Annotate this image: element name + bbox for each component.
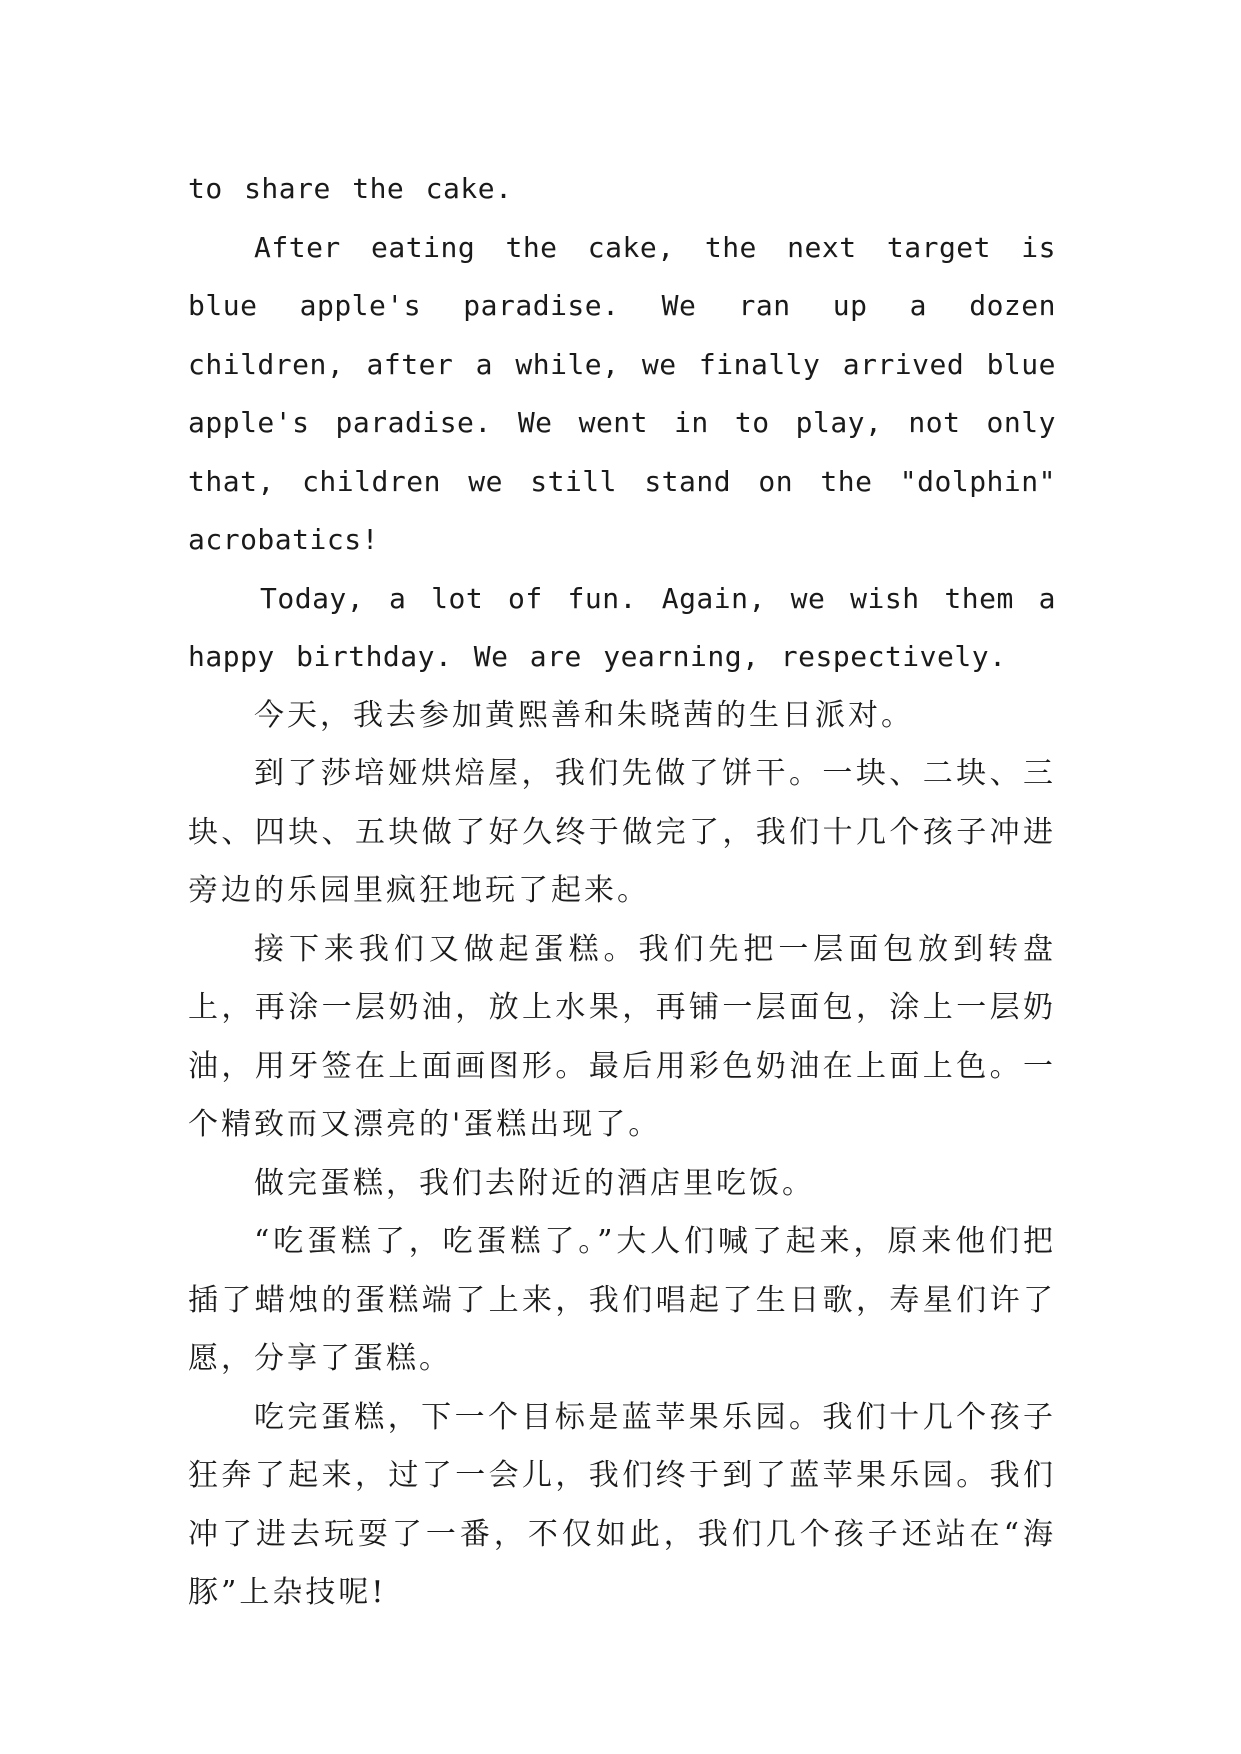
paragraph-cake-making-zh: 接下来我们又做起蛋糕。我们先把一层面包放到转盘上，再涂一层奶油，放上水果，再铺一层面包，涂上一层奶油，用牙签在上面画图形。最后用彩色奶油在上面上色。一个精致而又漂亮的'蛋糕出现了。 [188, 931, 1056, 1142]
paragraph-bakery-zh: 到了莎培娅烘焙屋，我们先做了饼干。一块、二块、三块、四块、五块做了好久终于做完了，我们十几个孩子冲进旁边的乐园里疯狂地玩了起来。 [188, 756, 1056, 908]
paragraph-today-en: Today, a lot of fun. Again, we wish them a happy birthday. We are yearning, respectively. [188, 581, 1056, 673]
paragraph-blue-apple-en: After eating the cake, the next target is blue apple's paradise. We ran up a dozen children, after a while, we finally arrived blue apple's paradise. We went in to play, not only that, children we still stand on the "dolphin" acrobatics! [188, 230, 1056, 556]
paragraph-continuation: to share the cake. [188, 172, 513, 205]
document-body [188, 160, 1056, 1623]
paragraph-eat-cake-zh: “吃蛋糕了，吃蛋糕了。”大人们喊了起来，原来他们把插了蜡烛的蛋糕端了上来，我们唱起了生日歌，寿星们许了愿，分享了蛋糕。 [188, 1224, 1056, 1376]
paragraph-blue-apple-zh: 吃完蛋糕，下一个目标是蓝苹果乐园。我们十几个孩子狂奔了起来，过了一会儿，我们终于到了蓝苹果乐园。我们冲了进去玩耍了一番，不仅如此，我们几个孩子还站在“海豚”上杂技呢! [188, 1399, 1056, 1610]
paragraph-dinner-zh: 做完蛋糕，我们去附近的酒店里吃饭。 [254, 1165, 815, 1201]
paragraph-birthday-party-zh: 今天，我去参加黄熙善和朱晓茜的生日派对。 [254, 697, 914, 733]
